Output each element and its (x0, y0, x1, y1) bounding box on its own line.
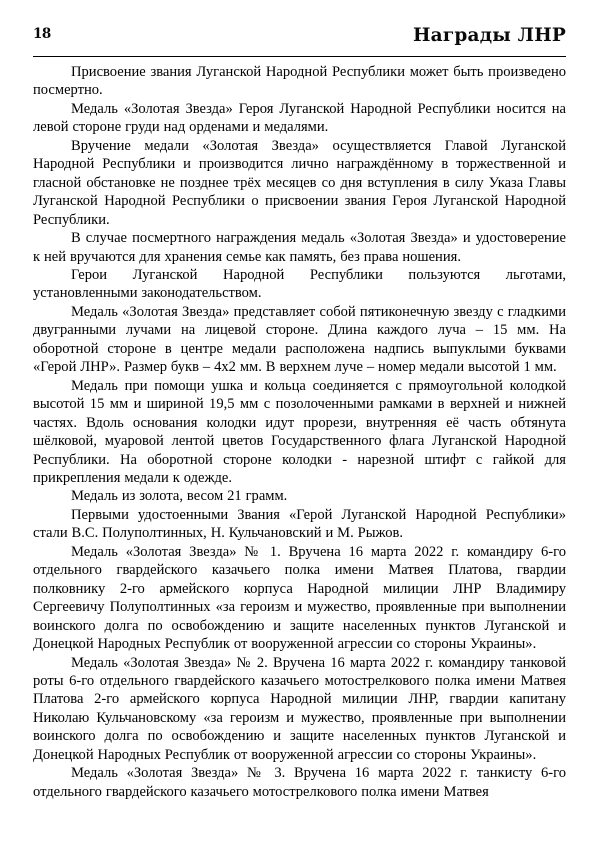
paragraph: Медаль «Золотая Звезда» № 3. Вручена 16 марта 2022 г. танкисту 6-го отдельного гвардейского казачьего мотострелкового полка имени Матвея (33, 765, 566, 800)
paragraph: Первыми удостоенными Звания «Герой Луганской Народной Республики» стали В.С. Полуполтинных, Н. Кульчановский и М. Рыжов. (33, 506, 566, 542)
paragraph: Вручение медали «Золотая Звезда» осуществляется Главой Луганской Народной Республики и производится лично награждённому в торжественной и гласной обстановке не позднее трёх месяцев со дня вступления в силу Указа Главы Луганской Народной Республики о присвоении звания Героя Луганской Народной Республики. (33, 137, 566, 228)
paragraph: Герои Луганской Народной Республики пользуются льготами, установленными законодательством. (33, 266, 566, 302)
page-header (33, 26, 566, 52)
paragraph: Медаль «Золотая Звезда» № 2. Вручена 16 марта 2022 г. командиру танковой роты 6-го отдельного гвардейского казачьего мотострелкового полка имени Матвея Платова 2-го армейского корпуса Народной милиции ЛНР, гвардии капитану Николаю Кульчановскому «за героизм и мужество, проявленные при выполнении воинского долга по освобождению и защите населенных пунктов Луганской и Донецкой Народных Республик от вооруженной агрессии со стороны Украины». (33, 654, 566, 763)
body-text-column (33, 63, 566, 801)
running-title: Награды ЛНР (413, 25, 566, 46)
paragraph: В случае посмертного награждения медаль «Золотая Звезда» и удостоверение к ней вручаются для хранения семье как память, без права ношения. (33, 230, 566, 265)
paragraph: Медаль из золота, весом 21 грамм. (71, 488, 288, 505)
paragraph: Медаль «Золотая Звезда» Героя Луганской Народной Республики носится на левой стороне груди над орденами и медалями. (33, 100, 566, 136)
paragraph: Медаль «Золотая Звезда» представляет собой пятиконечную звезду с гладкими двугранными лучами на лицевой стороне. Длина каждого луча – 15 мм. На оборотной стороне в центре медали расположена надпись выпуклыми буквами «Герой ЛНР». Размер букв – 4х2 мм. В верхнем луче – номер медали высотой 1 мм. (33, 303, 566, 376)
header-divider-rule (33, 56, 566, 57)
paragraph: Медаль при помощи ушка и кольца соединяется с прямоугольной колодкой высотой 15 мм и шириной 19,5 мм с позолоченными рамками в верхней и нижней частях. Вдоль основания колодки идут прорези, внутренняя её часть обтянута шёлковой, муаровой лентой цветов Государственного флага Луганской Народной Республики. На оборотной стороне колодки - нарезной штифт с гайкой для прикрепления медали к одежде. (33, 377, 566, 486)
paragraph: Присвоение звания Луганской Народной Республики может быть произведено посмертно. (33, 64, 566, 99)
paragraph: Медаль «Золотая Звезда» № 1. Вручена 16 марта 2022 г. командиру 6-го отдельного гвардейского казачьего полка имени Матвея Платова, гвардии полковнику 2-го армейского корпуса Народной милиции ЛНР Владимиру Сергеевичу Полуполтинных «за героизм и мужество, проявленные при выполнении воинского долга по освобождению и защите населенных пунктов Луганской и Донецкой Народных Республик от вооруженной агрессии со стороны Украины». (33, 543, 566, 653)
page-number: 18 (33, 26, 51, 42)
